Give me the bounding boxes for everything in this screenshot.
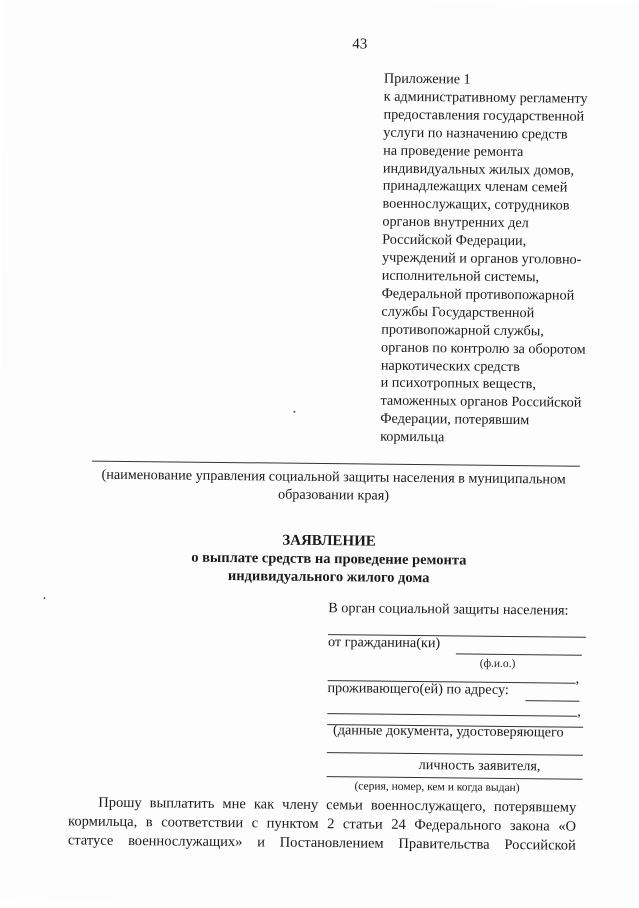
body-line: статусе военнослужащих» и Постановлением Правительства Российской <box>67 832 576 854</box>
appendix-line: предоставления государственной <box>383 106 585 125</box>
address-line-1 <box>525 700 579 702</box>
statement-body <box>68 793 577 855</box>
organization-caption: (наименование управления социальной защиты населения в муниципальном образовании края) <box>101 466 566 504</box>
from-citizen-label: от гражданина(ки) <box>327 634 441 652</box>
appendix-line: к административному регламенту <box>383 88 588 107</box>
title-line-3: индивидуального жилого дома <box>227 568 430 587</box>
appendix-line: услуги по назначению средств <box>383 124 568 143</box>
appendix-line: таможенных органов Российской <box>380 392 582 412</box>
appendix-line: на проведение ремонта <box>383 142 524 160</box>
appendix-line: исполнительной системы, <box>381 267 540 286</box>
identity-label: личность заявителя, <box>418 757 541 775</box>
appendix-line: индивидуальных жилых домов, <box>382 160 575 179</box>
title-main: ЗАЯВЛЕНИЕ <box>282 532 376 550</box>
appendix-line: Федеральной противопожарной <box>381 285 575 304</box>
document-line <box>327 752 583 756</box>
addressee-block <box>327 600 590 795</box>
appendix-header <box>380 71 629 450</box>
fio-hint: (ф.и.о.) <box>479 657 516 671</box>
appendix-line: органов внутренних дел <box>382 213 529 232</box>
statement-title <box>179 531 480 588</box>
page-number: 43 <box>352 36 368 53</box>
comma-2: , <box>577 703 581 720</box>
doc-data-label: (данные документа, удостоверяющего <box>332 722 564 741</box>
appendix-line: военнослужащих, сотрудников <box>382 195 570 214</box>
address-line-2 <box>327 713 577 717</box>
body-line: кормильца, в соответствии с пунктом 2 статьи 24 Федерального закона «О <box>68 813 577 835</box>
document-line-2 <box>327 776 583 780</box>
appendix-line: органов по контролю за оборотом <box>380 339 586 358</box>
body-line: Прошу выплатить мне как члену семьи военнослужащего, потерявшему <box>98 794 577 816</box>
appendix-line: Федерации, потерявшим <box>380 410 530 429</box>
scan-speck <box>43 597 45 599</box>
residing-label: проживающего(ей) по адресу: <box>327 680 509 698</box>
appendix-line: и психотропных веществ, <box>380 375 537 393</box>
scan-speck <box>293 411 295 413</box>
appendix-line: Приложение 1 <box>383 70 471 88</box>
appendix-line: учреждений и органов уголовно- <box>381 249 582 268</box>
appendix-line: службы Государственной <box>381 303 535 322</box>
doc-hint: (серия, номер, кем и когда выдан) <box>354 780 520 795</box>
appendix-line: наркотических средств <box>380 357 520 375</box>
title-line-2: о выплате средств на проведение ремонта <box>191 549 467 569</box>
citizen-name-line <box>456 653 582 655</box>
appendix-line: кормильца <box>380 428 445 446</box>
comma-1: , <box>575 670 580 687</box>
to-organ-label: В орган социальной защиты населения: <box>328 600 569 619</box>
appendix-line: противопожарной службы, <box>381 321 544 340</box>
appendix-line: Российской Федерации, <box>382 231 527 250</box>
appendix-line: принадлежащих членам семей <box>382 178 568 197</box>
